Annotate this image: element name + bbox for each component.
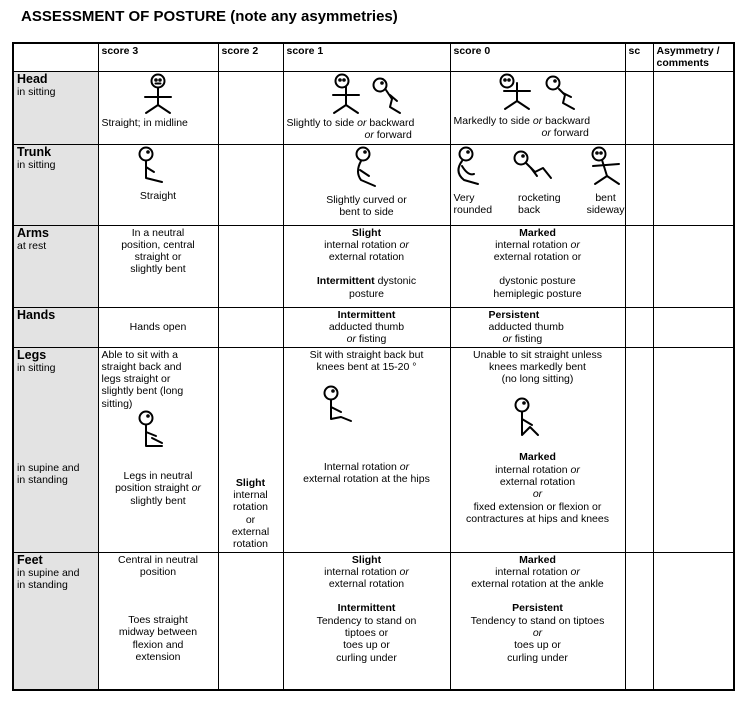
legs-sc[interactable] xyxy=(625,347,653,552)
legs-knees-markedly-bent-figure-icon xyxy=(510,397,550,445)
category-trunk xyxy=(13,144,98,225)
header-asymmetry: Asymmetry / comments xyxy=(653,43,734,71)
category-title: Head xyxy=(17,71,48,86)
header-row xyxy=(13,43,734,71)
legs-comments[interactable] xyxy=(653,347,734,552)
category-title: Hands xyxy=(17,307,56,322)
hands-score-2 xyxy=(218,307,283,347)
trunk-score-0 xyxy=(450,144,625,225)
row-trunk xyxy=(13,144,734,225)
feet-score-1: Slight internal rotation or external rotation Intermittent Tendency to stand on tiptoes or toes up or curling under xyxy=(283,552,450,690)
trunk-score-1-text: Slightly curved or bent to side xyxy=(326,193,407,218)
category-title: Legs xyxy=(17,347,47,362)
header-score-2: score 2 xyxy=(218,43,283,71)
legs-score-0: Unable to sit straight unless knees markedly bent (no long sitting) Marked internal rotation or external rotation or fixed extension or flexion or contractures at hips and knees xyxy=(450,347,625,552)
category-subtitle: in sitting xyxy=(17,361,56,374)
head-comments[interactable] xyxy=(653,71,734,144)
trunk-score-1 xyxy=(283,144,450,225)
head-marked-back-stick-figure-icon xyxy=(543,75,581,115)
category-subtitle-2: in supine and in standing xyxy=(17,461,80,487)
category-title: Feet xyxy=(17,552,43,567)
arms-score-1: Slight internal rotation or external rotation Intermittent dystonic posture xyxy=(283,225,450,307)
hands-score-1: Intermittent adducted thumb or fisting xyxy=(283,307,450,347)
header-score-0: score 0 xyxy=(450,43,625,71)
category-title: Trunk xyxy=(17,144,52,159)
trunk-score-3 xyxy=(98,144,218,225)
head-score-0-text: Markedly to side or backward or forward xyxy=(453,114,591,139)
page-title: ASSESSMENT OF POSTURE (note any asymmetries) xyxy=(21,8,398,25)
head-score-1-text: Slightly to side or backward or forward xyxy=(286,116,415,141)
trunk-score-0-text: Very rounded rocketing back bent sideway xyxy=(453,191,625,216)
category-subtitle-2: in standing xyxy=(17,578,68,591)
header-sc: sc xyxy=(625,43,653,71)
head-back-sitting-stick-figure-icon xyxy=(370,77,408,117)
row-feet xyxy=(13,552,734,690)
trunk-score-2 xyxy=(218,144,283,225)
trunk-slightly-curved-figure-icon xyxy=(349,146,385,194)
head-marked-side-stick-figure-icon xyxy=(495,73,539,115)
trunk-comments[interactable] xyxy=(653,144,734,225)
row-head xyxy=(13,71,734,144)
head-sc[interactable] xyxy=(625,71,653,144)
legs-score-0-text: Marked internal rotation or external rotation or fixed extension or flexion or contractures at hips and knees xyxy=(465,451,609,525)
head-score-1 xyxy=(283,71,450,144)
feet-comments[interactable] xyxy=(653,552,734,690)
hands-score-3: Hands open xyxy=(98,307,218,347)
feet-score-2 xyxy=(218,552,283,690)
legs-score-3-text: Legs in neutral position straight or slightly bent xyxy=(115,470,201,507)
upright-head-stick-figure-icon xyxy=(138,73,178,117)
row-arms xyxy=(13,225,734,307)
category-subtitle: at rest xyxy=(17,239,47,252)
head-score-3-text: Straight; in midline xyxy=(101,116,188,129)
head-score-1-figures xyxy=(287,73,447,117)
trunk-score-0-figures xyxy=(454,146,625,190)
legs-score-3: Able to sit with a straight back and legs straight or slightly bent (long sitting) Legs in neutral position straight or slightly bent xyxy=(98,347,218,552)
hands-score-0: Persistent adducted thumb or fisting xyxy=(450,307,625,347)
head-score-0-figures xyxy=(454,73,622,115)
trunk-score-3-text: Straight xyxy=(139,189,177,202)
legs-score-2: Slight internal rotation or external rotation xyxy=(218,347,283,552)
posture-assessment-table xyxy=(12,42,735,691)
arms-comments[interactable] xyxy=(653,225,734,307)
legs-knees-bent-sitting-figure-icon xyxy=(321,385,361,429)
trunk-sc[interactable] xyxy=(625,144,653,225)
trunk-very-rounded-figure-icon xyxy=(454,146,486,190)
trunk-straight-sitting-figure-icon xyxy=(132,146,176,190)
arms-sc[interactable] xyxy=(625,225,653,307)
row-legs xyxy=(13,347,734,552)
header-category xyxy=(13,43,98,71)
feet-score-3: Central in neutral position Toes straight midway between flexion and extension xyxy=(98,552,218,690)
category-title: Arms xyxy=(17,225,49,240)
arms-score-0: Marked internal rotation or external rotation or dystonic posture hemiplegic posture xyxy=(450,225,625,307)
legs-long-sitting-figure-icon xyxy=(134,410,174,454)
trunk-rocketing-back-figure-icon xyxy=(511,150,559,190)
header-score-3: score 3 xyxy=(98,43,218,71)
head-score-2 xyxy=(218,71,283,144)
row-hands xyxy=(13,307,734,347)
category-subtitle: in supine and xyxy=(17,566,80,579)
head-tilted-side-stick-figure-icon xyxy=(326,73,366,117)
legs-score-1-text: Internal rotation or external rotation at the hips xyxy=(303,461,430,486)
hands-comments[interactable] xyxy=(653,307,734,347)
head-score-3-figures xyxy=(102,73,215,117)
arms-score-3: In a neutral position, central straight or slightly bent xyxy=(98,225,218,307)
category-feet xyxy=(13,552,98,690)
feet-score-0: Marked internal rotation or external rotation at the ankle Persistent Tendency to stand on tiptoes or toes up or curling under xyxy=(450,552,625,690)
head-score-0 xyxy=(450,71,625,144)
category-subtitle: in sitting xyxy=(17,158,56,171)
category-hands xyxy=(13,307,98,347)
legs-score-1: Sit with straight back but knees bent at 15-20 ° Internal rotation or external rotation at the hips xyxy=(283,347,450,552)
category-legs xyxy=(13,347,98,552)
category-subtitle: in sitting xyxy=(17,85,56,98)
arms-score-2 xyxy=(218,225,283,307)
trunk-bent-sideway-figure-icon xyxy=(585,146,625,190)
category-arms xyxy=(13,225,98,307)
header-score-1: score 1 xyxy=(283,43,450,71)
category-head xyxy=(13,71,98,144)
hands-sc[interactable] xyxy=(625,307,653,347)
feet-sc[interactable] xyxy=(625,552,653,690)
head-score-3 xyxy=(98,71,218,144)
